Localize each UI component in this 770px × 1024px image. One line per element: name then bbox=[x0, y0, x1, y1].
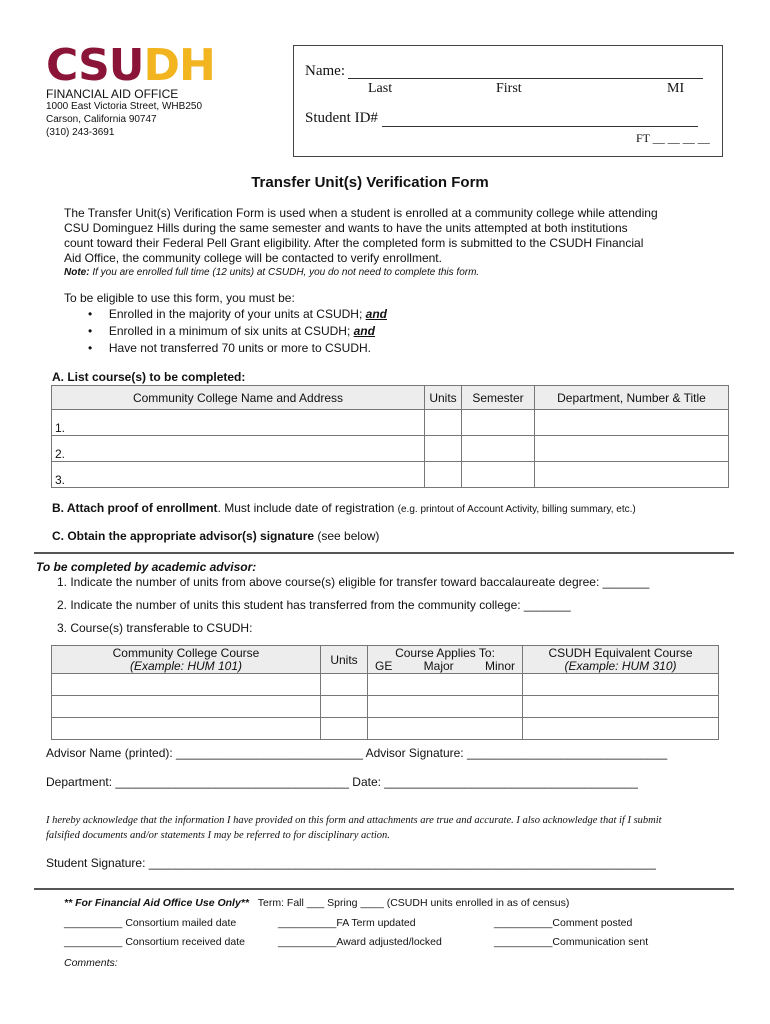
section-a-heading: A. List course(s) to be completed: bbox=[52, 370, 246, 384]
table-row[interactable] bbox=[52, 718, 719, 740]
student-id-field[interactable] bbox=[382, 126, 698, 127]
student-id-label: Student ID# bbox=[305, 110, 378, 126]
table-row[interactable] bbox=[52, 696, 719, 718]
office-item: __________Communication sent bbox=[494, 936, 649, 948]
table-row[interactable]: 2. bbox=[52, 436, 425, 462]
office-item: __________ Consortium received date bbox=[64, 936, 245, 948]
eligible-intro: To be eligible to use this form, you must be: bbox=[64, 291, 295, 305]
acknowledge-line: falsified documents and/or statements I may be referred to for disciplinary action. bbox=[46, 830, 390, 841]
name-field[interactable] bbox=[348, 78, 703, 79]
col-cc-course: Community College Course (Example: HUM 101) bbox=[52, 646, 321, 674]
first-label: First bbox=[496, 81, 522, 96]
col-college: Community College Name and Address bbox=[52, 386, 425, 410]
divider bbox=[34, 552, 734, 554]
section-c: C. Obtain the appropriate advisor(s) signature (see below) bbox=[52, 529, 380, 543]
table-row[interactable] bbox=[52, 674, 719, 696]
col-equivalent: CSUDH Equivalent Course (Example: HUM 310) bbox=[523, 646, 719, 674]
intro-line: Aid Office, the community college will be contacted to verify enrollment. bbox=[64, 251, 442, 265]
comments-label: Comments: bbox=[64, 957, 118, 969]
office-use: ** For Financial Aid Office Use Only** Term: Fall ___ Spring ____ (CSUDH units enrolled in as of census) bbox=[64, 897, 570, 909]
col-semester: Semester bbox=[462, 386, 535, 410]
mi-label: MI bbox=[667, 81, 685, 96]
address-line: Carson, California 90747 bbox=[46, 114, 157, 125]
note: Note: If you are enrolled full time (12 units) at CSUDH, you do not need to complete this form. bbox=[64, 267, 480, 278]
acknowledge-line: I hereby acknowledge that the information I have provided on this form and attachments are true and accurate. I also acknowledge that if I submit bbox=[46, 815, 662, 826]
office-item: __________FA Term updated bbox=[278, 917, 416, 929]
phone-line: (310) 243-3691 bbox=[46, 127, 115, 138]
bullet-item: • Have not transferred 70 units or more to CSUDH. bbox=[88, 341, 371, 355]
last-label: Last bbox=[368, 81, 393, 96]
divider bbox=[34, 888, 734, 890]
bullet-item: • Enrolled in a minimum of six units at CSUDH; and bbox=[88, 324, 375, 338]
ft-label: FT __ __ __ __ bbox=[636, 131, 710, 145]
advisor-name-line[interactable]: Advisor Name (printed): ____________________________ Advisor Signature: ______________________________ bbox=[46, 746, 668, 760]
advisor-item: 1. Indicate the number of units from above course(s) eligible for transfer toward baccalaureate degree: _______ bbox=[57, 575, 650, 589]
office-item: __________Comment posted bbox=[494, 917, 633, 929]
advisor-item: 2. Indicate the number of units this student has transferred from the community college: _______ bbox=[57, 598, 571, 612]
col-units: Units bbox=[425, 386, 462, 410]
office-name: FINANCIAL AID OFFICE bbox=[46, 87, 179, 101]
table-row[interactable]: 1. bbox=[52, 410, 425, 436]
table-row[interactable]: 3. bbox=[52, 462, 425, 488]
section-b: B. Attach proof of enrollment. Must include date of registration (e.g. printout of Account Activity, billing summary, etc.) bbox=[52, 501, 636, 515]
department-line[interactable]: Department: ___________________________________ Date: ______________________________________ bbox=[46, 775, 638, 789]
intro-line: CSU Dominguez Hills during the same semester and wants to have the units attempted at both institutions bbox=[64, 221, 628, 235]
csudh-logo: CSUDH bbox=[46, 40, 215, 91]
office-item: __________Award adjusted/locked bbox=[278, 936, 442, 948]
advisor-heading: To be completed by academic advisor: bbox=[36, 560, 257, 574]
transfer-table bbox=[51, 645, 719, 740]
courses-table bbox=[51, 385, 729, 488]
col-applies: Course Applies To: GE Major Minor bbox=[368, 646, 523, 674]
col-department: Department, Number & Title bbox=[535, 386, 729, 410]
intro-line: The Transfer Unit(s) Verification Form is used when a student is enrolled at a community college while attending bbox=[64, 206, 658, 220]
form-title: Transfer Unit(s) Verification Form bbox=[251, 174, 489, 191]
intro-line: count toward their Federal Pell Grant eligibility. After the completed form is submitted to the CSUDH Financial bbox=[64, 236, 644, 250]
office-item: __________ Consortium mailed date bbox=[64, 917, 237, 929]
advisor-item: 3. Course(s) transferable to CSUDH: bbox=[57, 621, 253, 635]
name-label: Name: bbox=[305, 63, 345, 79]
student-signature-line[interactable]: Student Signature: ____________________________________________________________________________ bbox=[46, 856, 656, 870]
col-units: Units bbox=[321, 646, 368, 674]
address-line: 1000 East Victoria Street, WHB250 bbox=[46, 101, 203, 112]
bullet-item: • Enrolled in the majority of your units at CSUDH; and bbox=[88, 307, 387, 321]
